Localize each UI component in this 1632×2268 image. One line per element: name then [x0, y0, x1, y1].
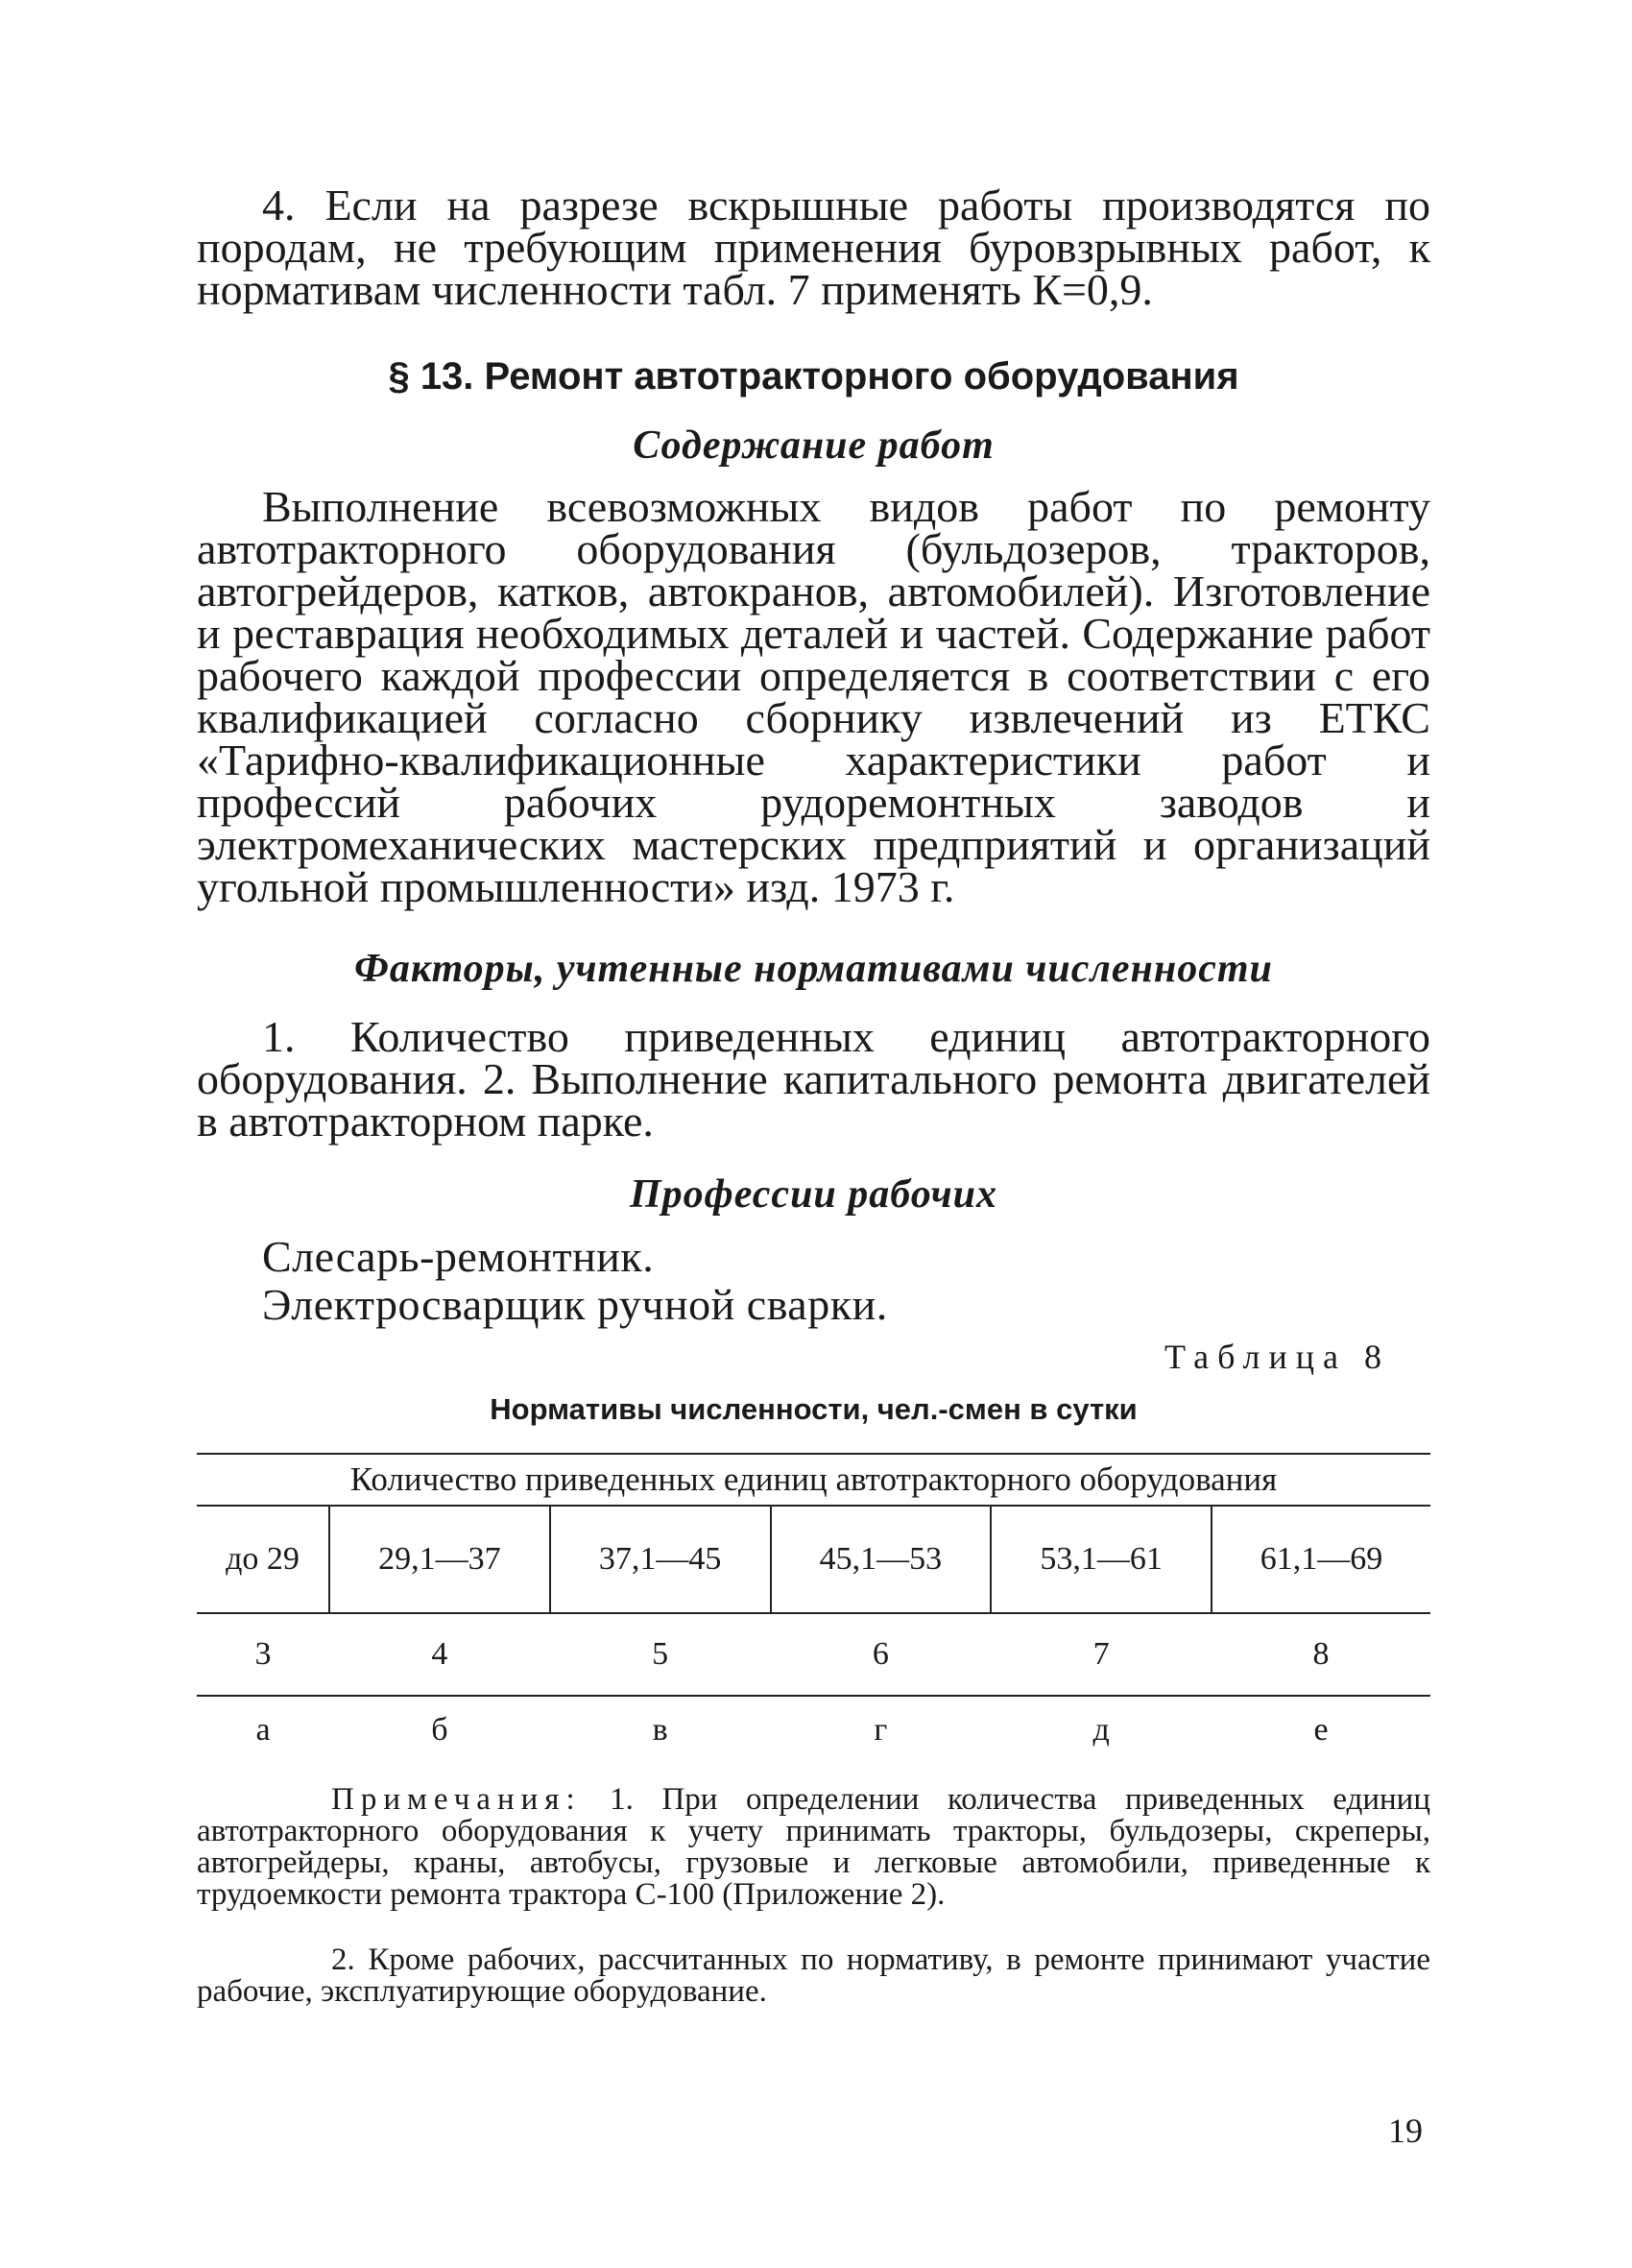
- table-title: Нормативы численности, чел.-смен в сутки: [490, 1392, 1138, 1426]
- table-cell: до 29: [197, 1506, 329, 1613]
- table-cell: в: [652, 1712, 668, 1748]
- page-number: 19: [1388, 2111, 1423, 2150]
- profession-item: Слесарь-ремонтник.: [262, 1232, 655, 1281]
- section-title: § 13. Ремонт автотракторного оборудования: [388, 355, 1239, 398]
- content-paragraph: Выполнение всевозможных видов работ по ремонту автотракторного оборудования (бульдозеров, тракторов, автогрейдеров, катков, автокранов, автомобилей). Изготовление и реставрация необходимых деталей и частей. Содержание работ рабочего каждой профессии определяется в соответствии с его квалификацией согласно сборнику извлечений из ЕТКС «Тарифно-квалификационные характеристики работ и профессий рабочих рудоремонтных заводов и электромеханических мастерских предприятий и организаций угольной промышленности» изд. 1973 г.: [197, 482, 1430, 911]
- table-cell: 3: [197, 1613, 329, 1696]
- table-cell: г: [874, 1712, 888, 1748]
- table-cell: б: [431, 1712, 448, 1748]
- table-cell: 5: [550, 1613, 771, 1696]
- profession-item: Электросварщик ручной сварки.: [262, 1280, 888, 1329]
- table-values-row: [197, 1613, 1430, 1696]
- table-header-row: [197, 1454, 1430, 1506]
- professions-heading: Профессии рабочих: [629, 1172, 998, 1217]
- paragraph-top: 4. Если на разрезе вскрышные работы производятся по породам, не требующим применения буровзрывных работ, к нормативам численности табл. 7 применять К=0,9.: [197, 181, 1430, 314]
- table-letters-row: [197, 1696, 1430, 1764]
- table-cell: д: [1092, 1712, 1110, 1748]
- table-ranges-row: [197, 1506, 1430, 1613]
- table-cell: 8: [1212, 1613, 1430, 1696]
- factors-heading: Факторы, учтенные нормативами численности: [354, 947, 1273, 991]
- table-label: Таблица 8: [1164, 1338, 1390, 1376]
- table-cell: 6: [771, 1613, 992, 1696]
- factors-paragraph: 1. Количество приведенных единиц автотракторного оборудования. 2. Выполнение капитального ремонта двигателей в автотракторном парке.: [197, 1012, 1430, 1146]
- note-1: [197, 1784, 1430, 1911]
- content-heading: Содержание работ: [633, 423, 995, 468]
- table-cell: 4: [329, 1613, 550, 1696]
- table-cell: 29,1—37: [329, 1506, 550, 1613]
- note-2: 2. Кроме рабочих, рассчитанных по нормативу, в ремонте принимают участие рабочие, эксплуатирующие оборудование.: [197, 1942, 1430, 2009]
- table-cell: 45,1—53: [771, 1506, 992, 1613]
- table-cell: 53,1—61: [991, 1506, 1212, 1613]
- table-cell: 61,1—69: [1212, 1506, 1430, 1613]
- norms-table: [197, 1453, 1430, 1764]
- table-cell: а: [255, 1712, 271, 1748]
- table-cell: е: [1313, 1712, 1329, 1748]
- notes-label: Примечания:: [331, 1782, 582, 1817]
- note-1-text: 1. При определении количества приведенных единиц автотракторного оборудования к учету принимать тракторы, бульдозеры, скреперы, автогрейдеры, краны, автобусы, грузовые и легковые автомобили, приведенные к трудоемкости ремонта трактора С-100 (Приложение 2).: [197, 1782, 1430, 1912]
- table-cell: 37,1—45: [550, 1506, 771, 1613]
- table-header: Количество приведенных единиц автотракторного оборудования: [197, 1454, 1430, 1506]
- table-cell: 7: [991, 1613, 1212, 1696]
